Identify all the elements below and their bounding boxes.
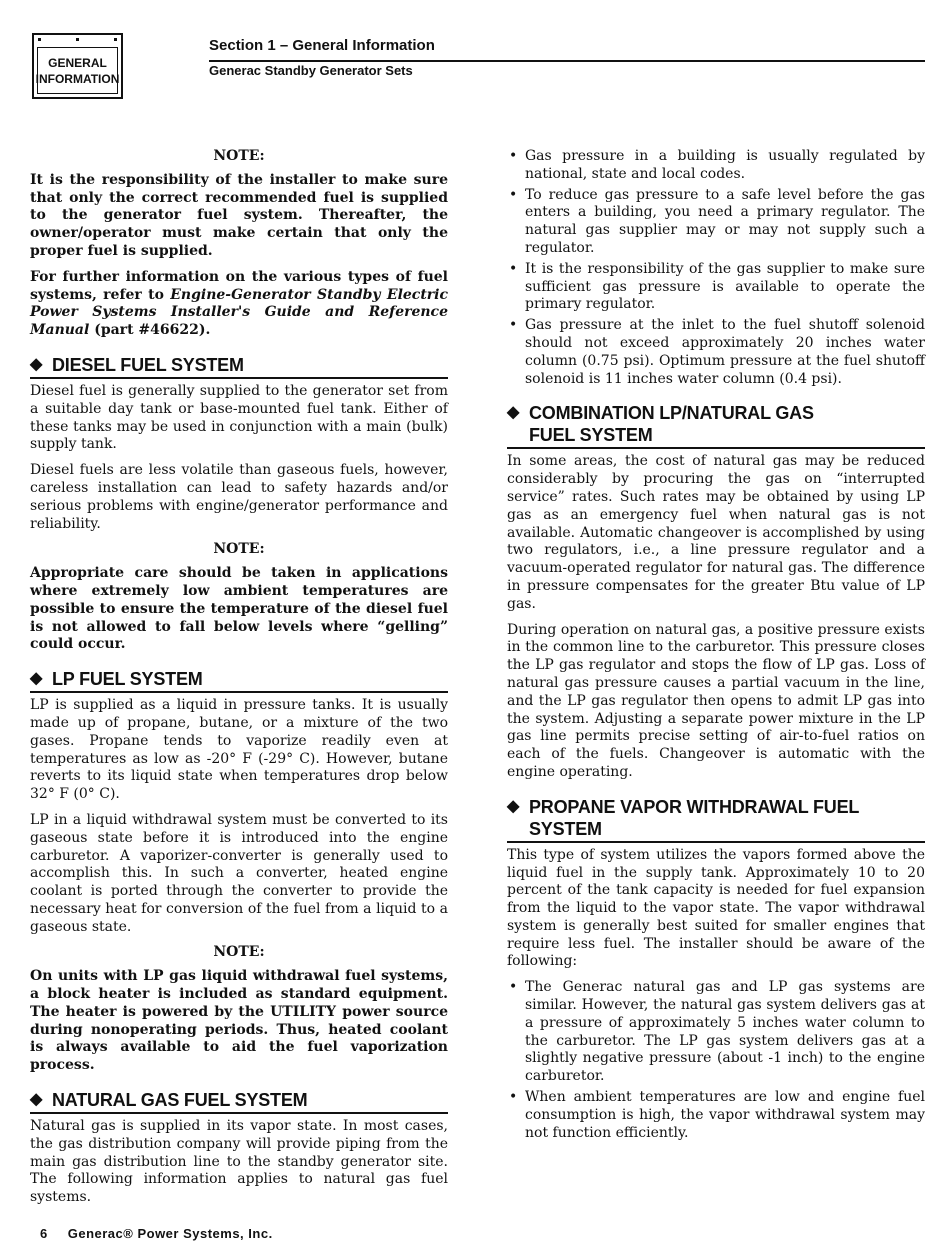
bullet-icon: • [509,317,518,334]
left-column [30,148,448,1215]
lp-note-label: NOTE: [213,944,265,961]
combination-heading-text [529,402,814,446]
bullet-icon: • [509,186,518,203]
note-label: NOTE: [213,148,265,164]
diesel-heading-text: DIESEL FUEL SYSTEM [52,354,244,375]
header-rule [209,60,925,62]
natural-gas-paragraph-1: Natural gas is supplied in its vapor state. In most cases, the gas distribution company will provide piping from the main gas distribution line to the standby generator site. The following information applies to natural gas fuel systems. [30,1118,448,1206]
diesel-paragraph-1: Diesel fuel is generally supplied to the generator set from a suitable day tank or base-mounted fuel tank. Either of these tanks may be used in conjunction with a main (bulk) supply tank. [30,382,448,453]
tab-line-2: INFORMATION [35,71,120,86]
tab-dot-right [114,38,117,41]
combination-paragraph-1: In some areas, the cost of natural gas may be reduced considerably by procuring the gas on “interrupted service” rates. Such rates may be obtained by using LP gas as an emergency fuel when natural gas is not available. Automatic changeover is accomplished by using two regulators, i.e., a line pressure regulator and a vacuum-operated regulator for natural gas. The difference in pressure compensates for the greater Btu value of LP gas. [507,453,925,612]
tab-label [37,47,118,94]
tab-dot-mid [76,38,79,41]
list-item-text: When ambient temperatures are low and engine fuel consumption is high, the vapor withdrawal system may not function efficiently. [525,1089,925,1141]
list-item-text: To reduce gas pressure to a safe level before the gas enters a building, you need a primary regulator. The natural gas supplier may or may not supply such a regulator. [525,186,925,256]
diamond-icon: ◆ [30,355,43,373]
natural-gas-bullets [507,148,925,388]
list-item [507,979,925,1086]
list-item-text: It is the responsibility of the gas supplier to make sure sufficient gas pressure is available to operate the primary regulator. [525,260,925,313]
bullet-icon: • [509,260,518,277]
tab-line-1: GENERAL [48,55,107,70]
combination-heading-line-2: FUEL SYSTEM [529,425,653,446]
diesel-paragraph-2: Diesel fuels are less volatile than gaseous fuels, however, careless installation can lead to safety hazards and/or serious problems with engine/generator performance and reliability. [30,462,448,532]
propane-bullets [507,979,925,1142]
diamond-icon: ◆ [507,797,520,815]
diesel-note-label: NOTE: [213,541,265,558]
combination-paragraph-2: During operation on natural gas, a positive pressure exists in the common line to the carburetor. This pressure closes the LP gas regulator and stops the flow of LP gas. Loss of natural gas pressure causes a partial vacuum in the line, and the LP gas regulator then opens to admit LP gas into the system. Adjusting a separate power mixture in the LP gas line permits precise setting of air-to-fuel ratios on each of the fuels. Changeover is automatic with the engine operating. [507,621,925,780]
further-info-pre: For further information on the various types of fuel systems, refer to [30,268,448,303]
diamond-icon: ◆ [30,1091,43,1109]
list-item [507,148,925,184]
diamond-icon: ◆ [30,670,43,688]
natural-gas-heading [30,1089,448,1114]
right-column [507,148,925,1150]
lp-heading-text: LP FUEL SYSTEM [52,669,203,690]
list-item [507,187,925,258]
page-footer [40,1226,273,1241]
page-number: 6 [40,1226,48,1241]
bullet-icon: • [509,979,518,996]
list-item-text: Gas pressure at the inlet to the fuel shutoff solenoid should not exceed approximately 20 inches water column (0.75 psi). Optimum pressure at the fuel shutoff solenoid is 11 inches water column (0.4 psi). [525,317,925,387]
diesel-heading [30,354,448,379]
lp-paragraph-1: LP is supplied as a liquid in pressure tanks. It is usually made up of propane, butane, or a mixture of the two gases. Propane tends to vaporize readily even at temperatures as low as -20° F (-29° C). However, butane reverts to its liquid state when temperatures drop below 32° F (0° C). [30,697,448,803]
lp-heading [30,668,448,693]
combination-heading-line-1: COMBINATION LP/NATURAL GAS [529,403,814,424]
propane-paragraph-1: This type of system utilizes the vapors formed above the liquid fuel in the supply tank. Approximately 10 to 20 percent of the tank capacity is needed for fuel expansion from the liquid to the vapor state. The vapor withdrawal system is generally best suited for smaller engines that require less fuel. The installer should be aware of the following: [507,846,925,970]
diesel-note-text: Appropriate care should be taken in applications where extremely low ambient temperatures are possible to ensure the temperature of the diesel fuel is not allowed to fall below levels where “gelling” could occur. [30,565,448,653]
combination-heading [507,402,925,449]
diamond-icon: ◆ [507,404,520,422]
note-text: It is the responsibility of the installer to make sure that only the correct recommended fuel is supplied to the generator fuel system. Thereafter, the owner/operator must make certain that only the proper fuel is supplied. [30,171,448,259]
section-title: Section 1 – General Information [209,37,435,54]
lp-note-text: On units with LP gas liquid withdrawal fuel systems, a block heater is included as standard equipment. The heater is powered by the UTILITY power source during nonoperating periods. Thus, heated coolant is always available to aid the fuel vaporization process. [30,968,448,1074]
footer-company: Generac® Power Systems, Inc. [67,1226,273,1241]
list-item [507,317,925,388]
list-item [507,261,925,314]
propane-heading-text: PROPANE VAPOR WITHDRAWAL FUEL SYSTEM [529,796,859,839]
list-item-text: The Generac natural gas and LP gas systems are similar. However, the natural gas system delivers gas at a pressure of approximately 5 inches water column to the carburetor. The LP gas system delivers gas at a slightly negative pressure (about -1 inch) to the engine carburetor. [525,979,925,1085]
lp-paragraph-2: LP in a liquid withdrawal system must be converted to its gaseous state before it is introduced into the engine carburetor. A vaporizer-converter is generally used to accomplish this. In such a converter, heated engine coolant is ported through the converter to provide the necessary heat for conversion of the fuel from a liquid to a gaseous state. [30,811,448,935]
further-info-paragraph [30,269,448,340]
list-item [507,1089,925,1142]
section-subtitle: Generac Standby Generator Sets [209,63,413,78]
manual-title: Engine-Generator Standby Electric Power Systems Installer's Guide and Reference Manual [30,286,449,339]
list-item-text: Gas pressure in a building is usually regulated by national, state and local codes. [525,148,925,182]
tab-dot-left [38,38,41,41]
natural-gas-heading-text: NATURAL GAS FUEL SYSTEM [52,1090,308,1111]
propane-heading [507,796,925,843]
bullet-icon: • [509,148,518,164]
further-info-post: (part #46622). [89,322,211,339]
bullet-icon: • [509,1089,518,1106]
section-tab [32,33,123,99]
